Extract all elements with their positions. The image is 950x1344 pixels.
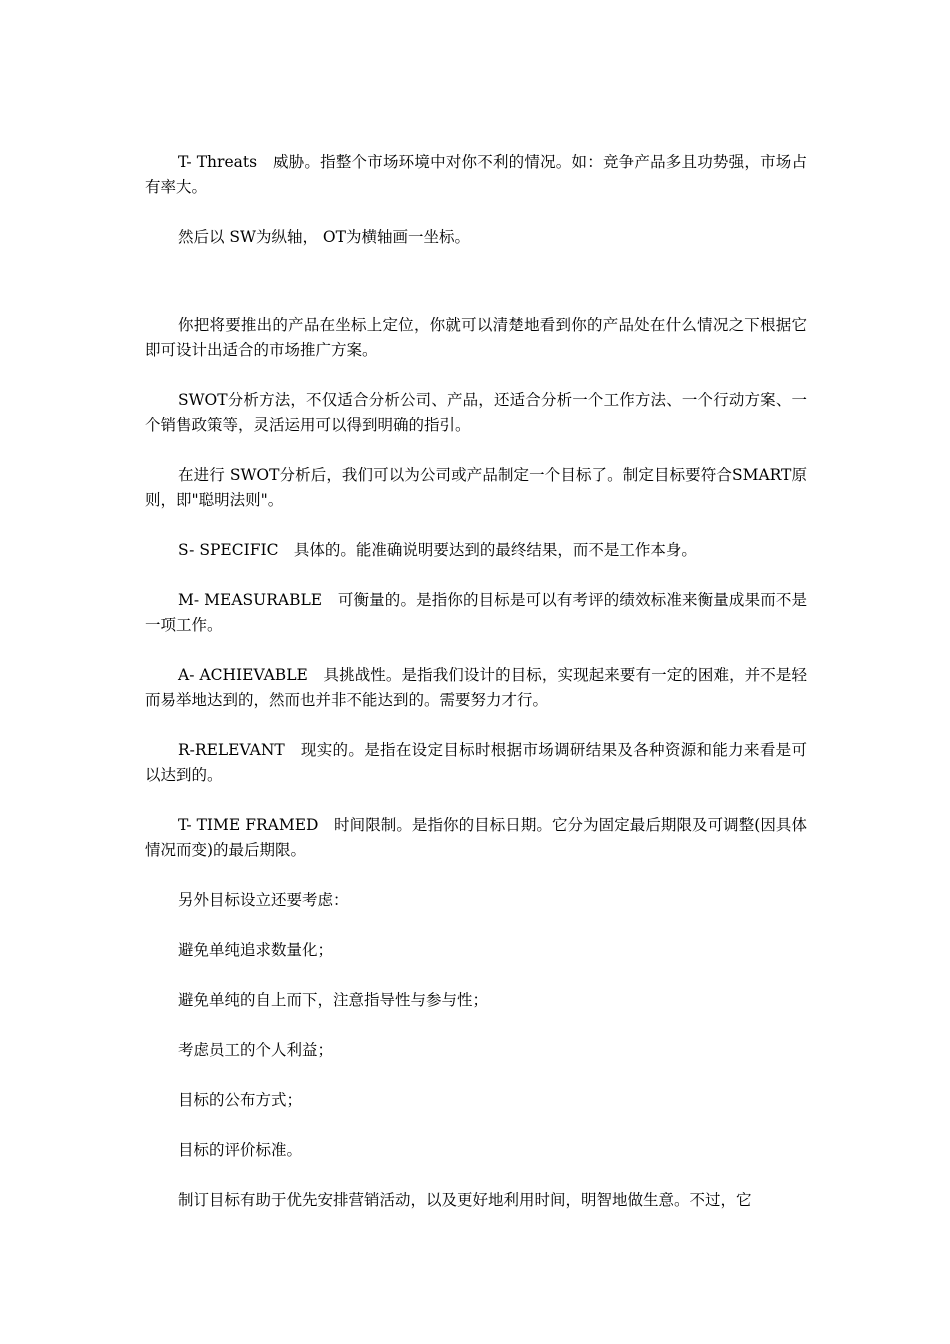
list-item-publication: 目标的公布方式； [178,1091,303,1109]
paragraph-specific: S- SPECIFIC 具体的。能准确说明要达到的最终结果，而不是工作本身。 [178,541,697,559]
paragraph-achievable: A- ACHIEVABLE 具挑战性。是指我们设计的目标，实现起来要有一定的困难，并不是轻而易举地达到的，然而也并非不能达到的。需要努力才行。 [145,666,807,709]
paragraph-goal-setting: 制订目标有助于优先安排营销活动，以及更好地利用时间，明智地做生意。不过，它 [178,1191,752,1209]
paragraph-smart-intro: 在进行 SWOT分析后，我们可以为公司或产品制定一个目标了。制定目标要符合SMART原则，即"聪明法则"。 [145,466,807,509]
paragraph-positioning: 你把将要推出的产品在坐标上定位，你就可以清楚地看到你的产品处在什么情况之下根据它即可设计出适合的市场推广方案。 [145,316,807,359]
paragraph-relevant: R-RELEVANT 现实的。是指在设定目标时根据市场调研结果及各种资源和能力来看是可以达到的。 [145,741,807,784]
paragraph-measurable: M- MEASURABLE 可衡量的。是指你的目标是可以有考评的绩效标准来衡量成果而不是一项工作。 [145,591,807,634]
paragraph-time-framed: T- TIME FRAMED 时间限制。是指你的目标日期。它分为固定最后期限及可调整(因具体情况而变)的最后期限。 [145,816,807,859]
paragraph-swot-method: SWOT分析方法，不仅适合分析公司、产品，还适合分析一个工作方法、一个行动方案、一个销售政策等，灵活运用可以得到明确的指引。 [145,391,807,434]
list-item-quantification: 避免单纯追求数量化； [178,941,334,959]
list-item-top-down: 避免单纯的自上而下，注意指导性与参与性； [178,991,489,1009]
list-item-employee-interest: 考虑员工的个人利益； [178,1041,334,1059]
document-body [145,150,807,1238]
paragraph-axis: 然后以 SW为纵轴， OT为横轴画一坐标。 [178,228,470,246]
paragraph-considerations-heading: 另外目标设立还要考虑： [178,891,349,909]
list-item-evaluation: 目标的评价标准。 [178,1141,303,1159]
paragraph-threats: T- Threats 威胁。指整个市场环境中对你不利的情况。如：竞争产品多且功势强，市场占有率大。 [145,153,807,196]
